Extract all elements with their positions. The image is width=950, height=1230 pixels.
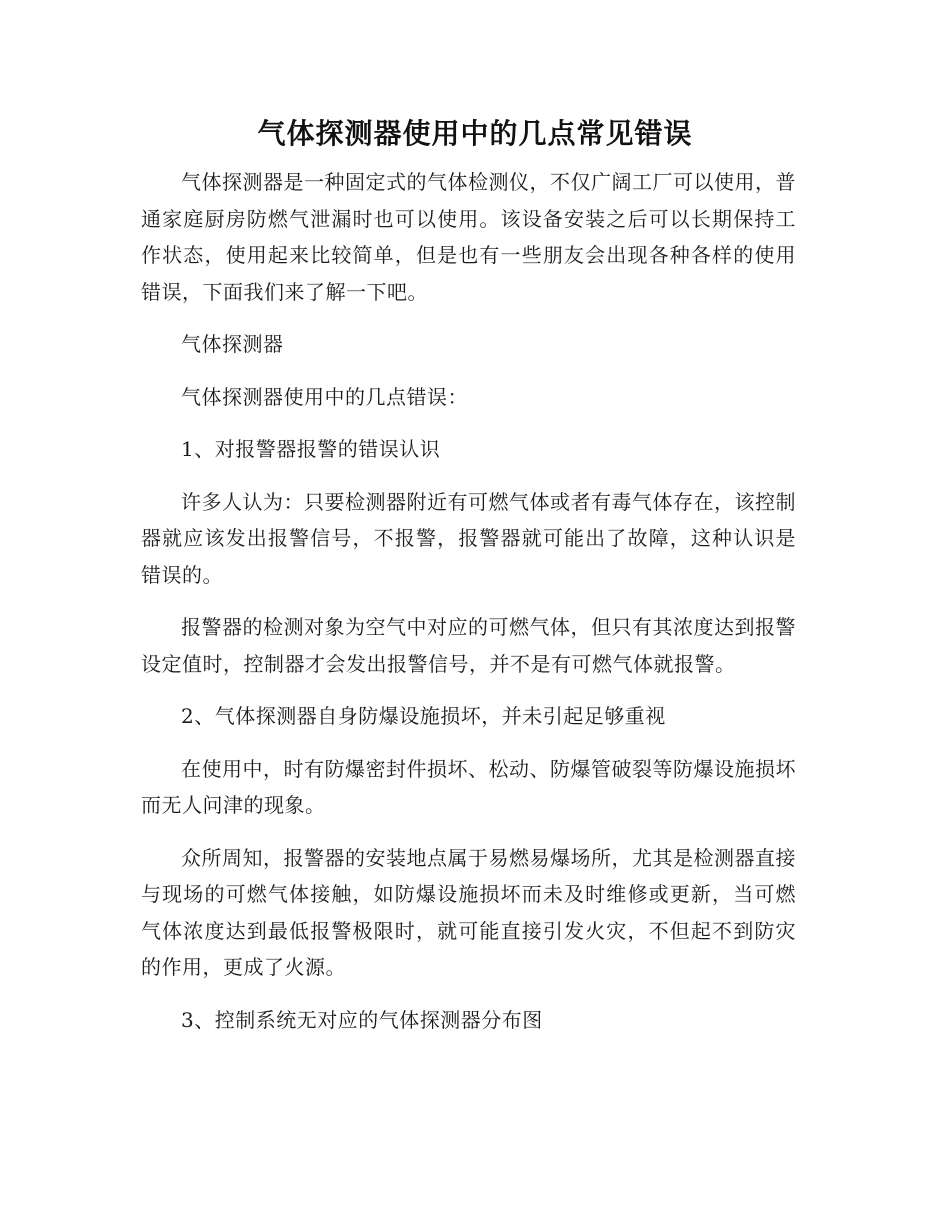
- paragraph-item-1-a: 许多人认为：只要检测器附近有可燃气体或者有毒气体存在，该控制器就应该发出报警信号，不报警，报警器就可能出了故障，这种认识是错误的。: [141, 489, 796, 587]
- paragraph-item-2-b: 众所周知，报警器的安装地点属于易燃易爆场所，尤其是检测器直接与现场的可燃气体接触，如防爆设施损坏而未及时维修或更新，当可燃气体浓度达到最低报警极限时，就可能直接引发火灾，不但起不到防灾的作用，更成了火源。: [141, 845, 796, 979]
- paragraph-intro: 气体探测器是一种固定式的气体检测仪，不仅广阔工厂可以使用，普通家庭厨房防燃气泄漏时也可以使用。该设备安装之后可以长期保持工作状态，使用起来比较简单，但是也有一些朋友会出现各种各样的使用错误，下面我们来了解一下吧。: [141, 170, 796, 304]
- paragraph-section-intro: 气体探测器使用中的几点错误：: [181, 384, 468, 409]
- heading-item-3: 3、控制系统无对应的气体探测器分布图: [181, 1007, 543, 1032]
- paragraph-subject: 气体探测器: [181, 332, 284, 356]
- heading-item-1: 1、对报警器报警的错误认识: [181, 437, 441, 461]
- paragraph-item-1-b: 报警器的检测对象为空气中对应的可燃气体，但只有其浓度达到报警设定值时，控制器才会发出报警信号，并不是有可燃气体就报警。: [141, 615, 796, 676]
- document-title: 气体探测器使用中的几点常见错误: [257, 117, 693, 150]
- paragraph-item-2-a: 在使用中，时有防爆密封件损坏、松动、防爆管破裂等防爆设施损坏而无人问津的现象。: [141, 756, 796, 817]
- heading-item-2: 2、气体探测器自身防爆设施损坏，并未引起足够重视: [181, 704, 666, 728]
- document-body: [141, 164, 796, 1054]
